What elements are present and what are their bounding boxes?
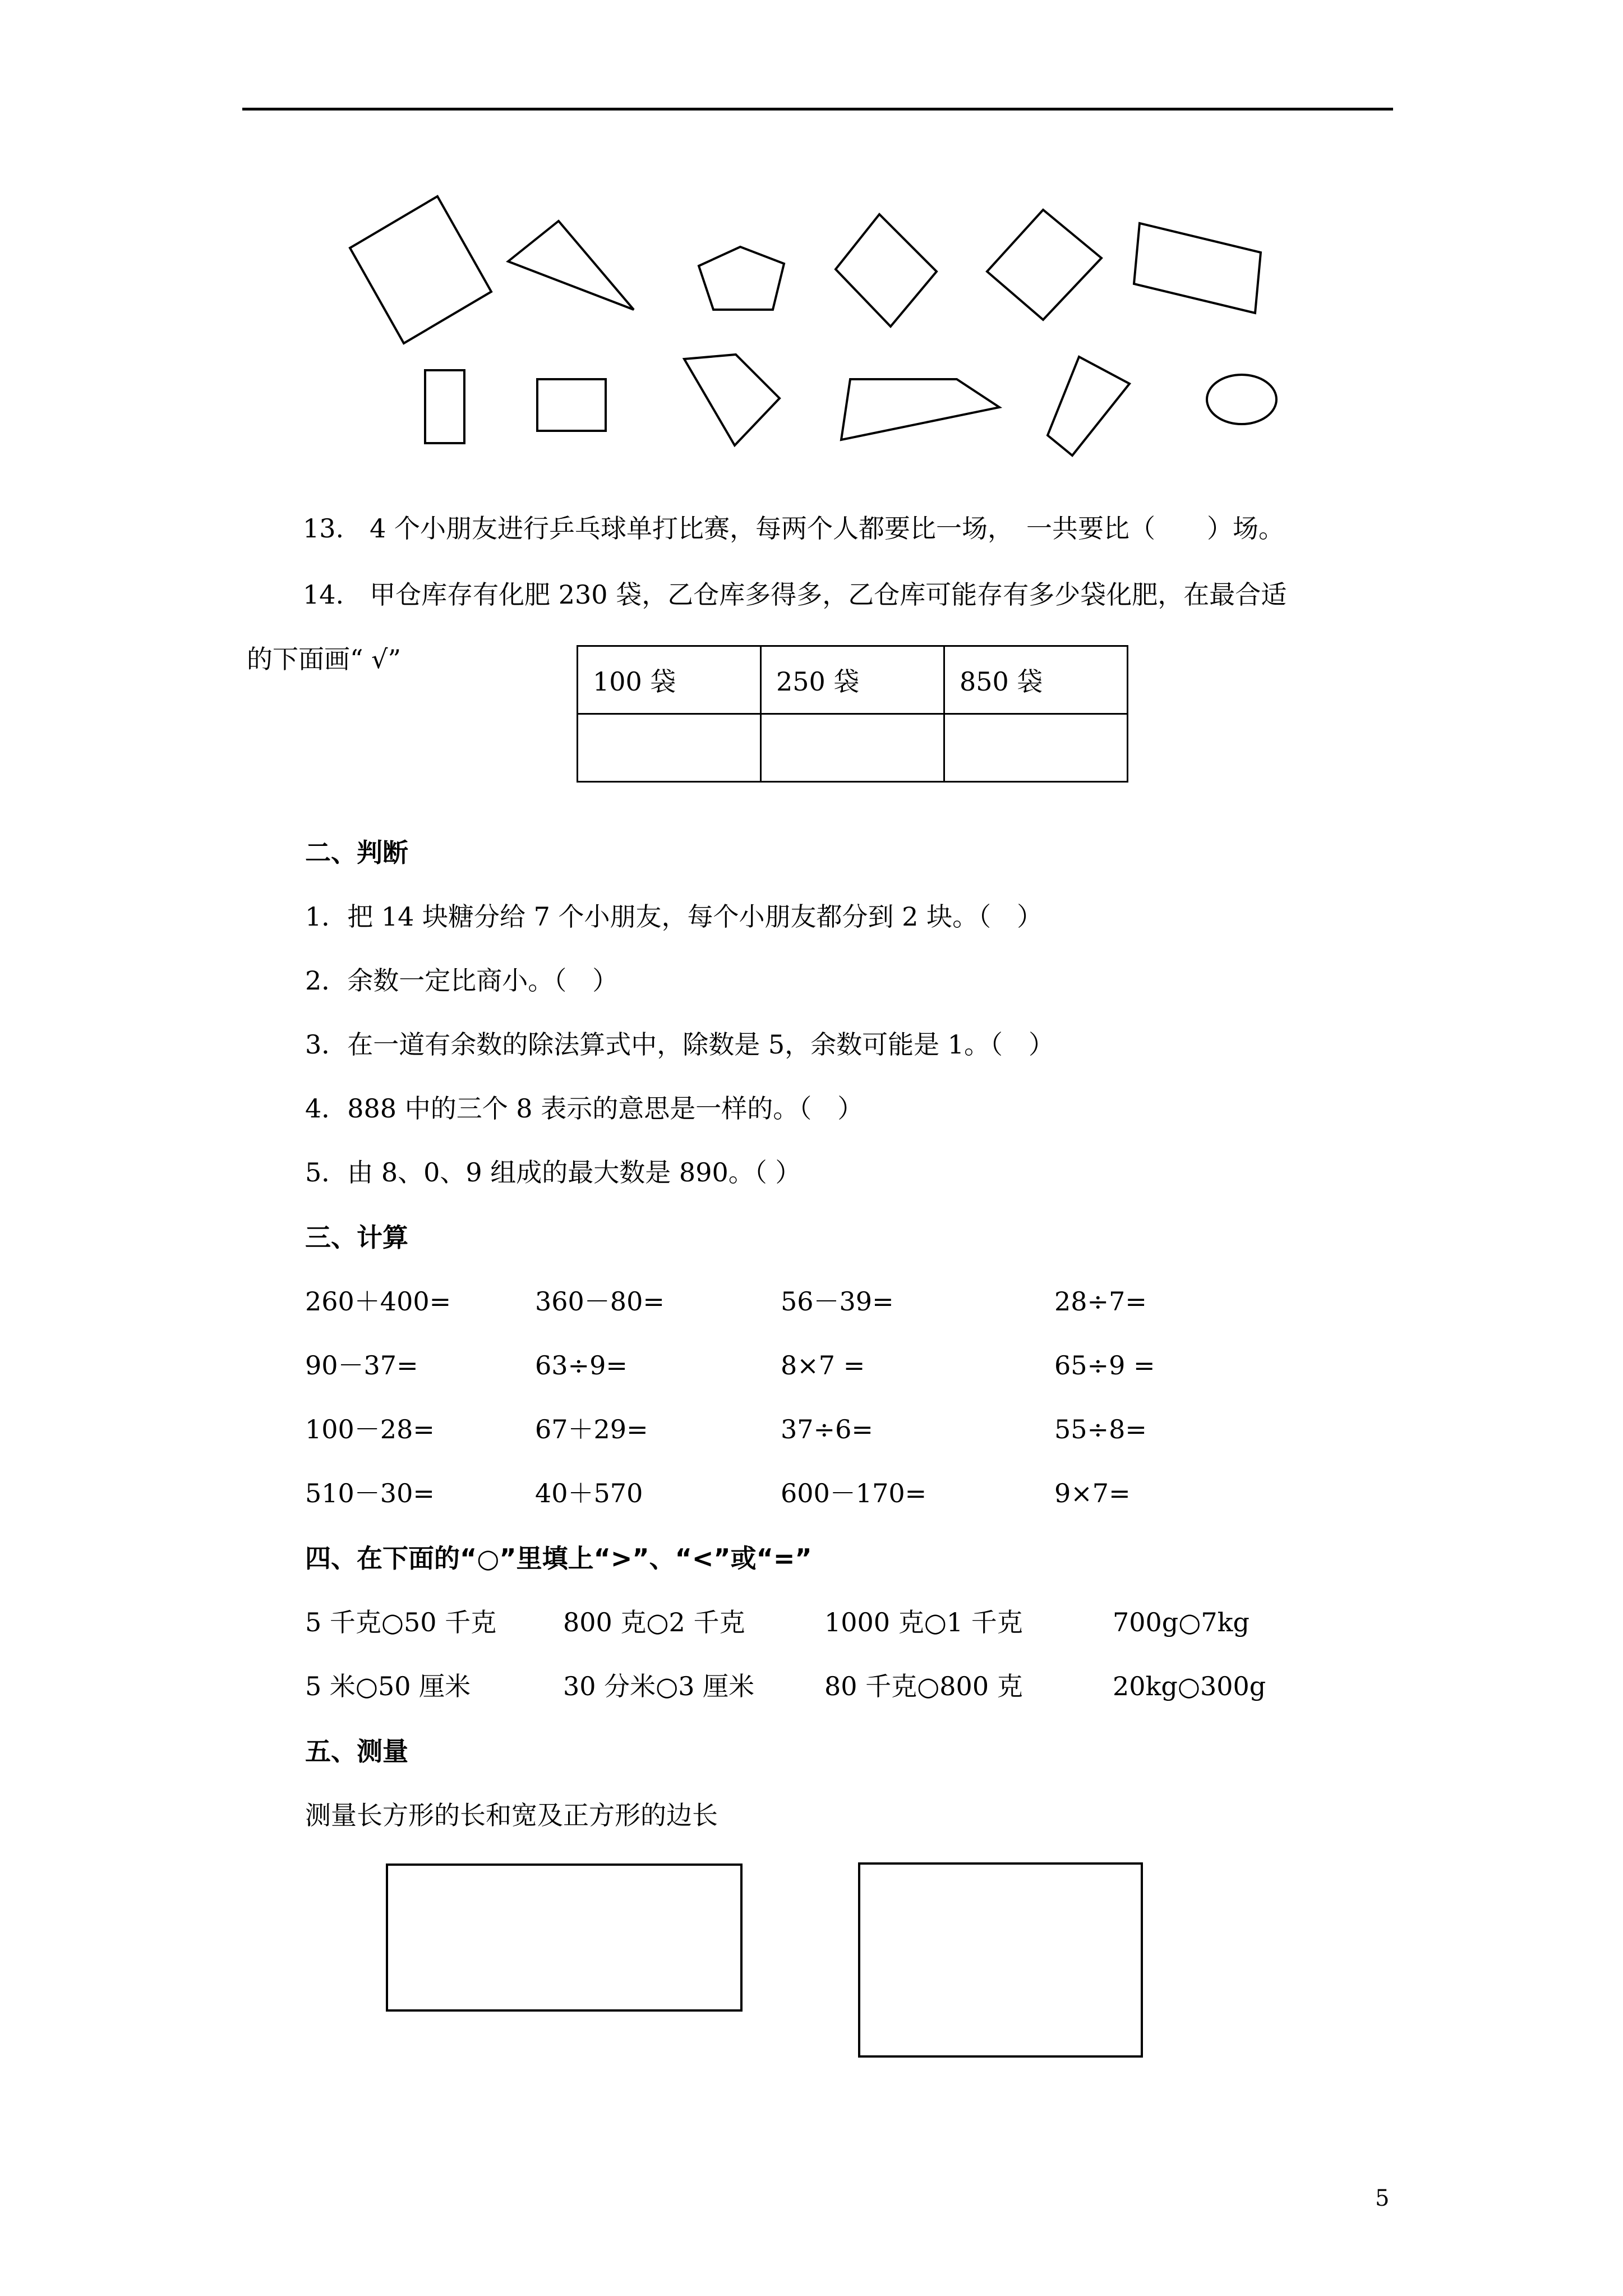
table-cell-250: 250 袋 <box>761 646 944 714</box>
small-rectangle-shape <box>537 379 606 431</box>
calc-r2-c3: 8×7 = <box>781 1350 865 1381</box>
quadrilateral-shape <box>684 355 780 445</box>
compare-r1-c2: 800 克○2 千克 <box>563 1607 745 1637</box>
section-5-title: 五、测量 <box>305 1736 408 1766</box>
compare-r2-c4: 20kg○300g <box>1113 1671 1266 1701</box>
measure-square <box>858 1862 1143 2058</box>
measure-instruction: 测量长方形的长和宽及正方形的边长 <box>305 1800 718 1830</box>
calc-r1-c1: 260＋400= <box>305 1286 451 1317</box>
calc-r2-c1: 90－37= <box>305 1350 418 1381</box>
compare-r2-c3: 80 千克○800 克 <box>824 1671 1023 1701</box>
compare-r1-c3: 1000 克○1 千克 <box>824 1607 1023 1637</box>
section-2-title: 二、判断 <box>305 838 408 868</box>
page-number: 5 <box>1375 2185 1390 2211</box>
section-3-title: 三、计算 <box>305 1222 408 1253</box>
triangle-shape <box>508 221 634 310</box>
compare-r1-c4: 700g○7kg <box>1113 1607 1249 1637</box>
calc-r4-c1: 510－30= <box>305 1478 435 1508</box>
calc-r2-c4: 65÷9 = <box>1054 1350 1155 1381</box>
calc-r2-c2: 63÷9= <box>535 1350 628 1381</box>
judge-item-1: 1．把 14 块糖分给 7 个小朋友，每个小朋友都分到 2 块。（ ） <box>305 901 1043 932</box>
trapezoid-shape <box>841 379 999 440</box>
calc-r1-c3: 56－39= <box>781 1286 894 1317</box>
calc-r3-c1: 100－28= <box>305 1414 435 1444</box>
square-tilted-shape <box>987 210 1101 320</box>
pentagon-shape <box>699 247 784 310</box>
answer-cell-100[interactable] <box>578 714 761 782</box>
table-cell-100: 100 袋 <box>578 646 761 714</box>
calc-r4-c4: 9×7= <box>1054 1478 1131 1508</box>
answer-cell-850[interactable] <box>944 714 1128 782</box>
calc-r1-c2: 360－80= <box>535 1286 665 1317</box>
question-14-line2: 的下面画“ √” <box>247 644 401 674</box>
calc-r4-c2: 40＋570 <box>535 1478 643 1508</box>
question-14-line1: 14. 甲仓库存有化肥 230 袋，乙仓库多得多，乙仓库可能存有多少袋化肥，在最合适 <box>303 579 1287 610</box>
calc-r4-c3: 600－170= <box>781 1478 927 1508</box>
square-rotated-shape <box>350 196 491 343</box>
compare-r2-c1: 5 米○50 厘米 <box>305 1671 471 1701</box>
tall-rectangle-shape <box>425 370 464 443</box>
rhombus-shape <box>836 214 937 326</box>
judge-item-3: 3．在一道有余数的除法算式中，除数是 5，余数可能是 1。（ ） <box>305 1029 1055 1060</box>
judge-item-5: 5．由 8、0、9 组成的最大数是 890。（ ） <box>305 1157 801 1188</box>
judge-item-4: 4．888 中的三个 8 表示的意思是一样的。（ ） <box>305 1093 864 1124</box>
table-cell-850: 850 袋 <box>944 646 1128 714</box>
answer-cell-250[interactable] <box>761 714 944 782</box>
rectangle-tilted-shape <box>1134 223 1261 313</box>
ellipse-shape <box>1207 375 1276 424</box>
shapes-figure <box>0 0 1623 561</box>
question-13: 13. 4 个小朋友进行乒乓球单打比赛，每两个人都要比一场， 一共要比（ ）场。 <box>303 513 1285 544</box>
question-14-table <box>577 645 1128 783</box>
section-4-title: 四、在下面的“○”里填上“>”、“<”或“=” <box>305 1543 812 1573</box>
measure-rectangle <box>386 1864 743 2012</box>
calc-r3-c4: 55÷8= <box>1054 1414 1147 1444</box>
calc-r3-c3: 37÷6= <box>781 1414 873 1444</box>
slanted-rectangle-shape <box>1048 357 1129 455</box>
compare-r2-c2: 30 分米○3 厘米 <box>563 1671 755 1701</box>
calc-r1-c4: 28÷7= <box>1054 1286 1147 1317</box>
calc-r3-c2: 67＋29= <box>535 1414 648 1444</box>
judge-item-2: 2．余数一定比商小。（ ） <box>305 965 619 996</box>
compare-r1-c1: 5 千克○50 千克 <box>305 1607 497 1637</box>
